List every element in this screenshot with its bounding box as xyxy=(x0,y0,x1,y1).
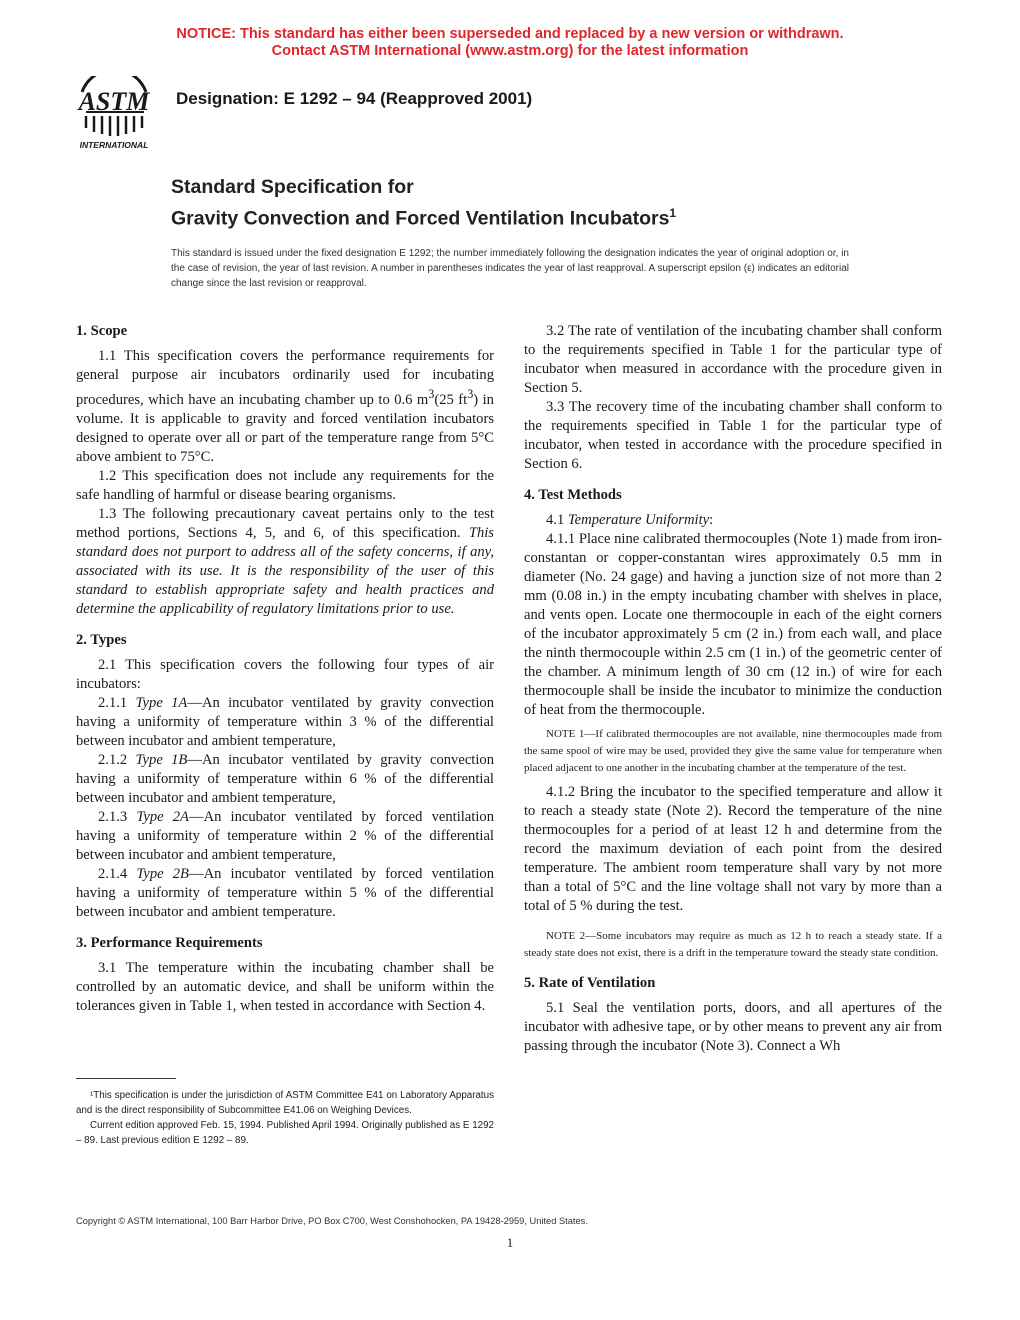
footnote-edition: Current edition approved Feb. 15, 1994. Published April 1994. Originally published as E 1292 – 89. Last previous edition E 1292 – 89. xyxy=(76,1120,494,1146)
note-2: NOTE 2—Some incubators may require as much as 12 h to reach a steady state. If a steady state does not exist, there is a drift in the temperature toward the steady state condition. xyxy=(524,930,942,959)
logo-caption: INTERNATIONAL xyxy=(79,140,149,150)
section-heading-ventilation: 5. Rate of Ventilation xyxy=(524,975,656,991)
paragraph-5-1: 5.1 Seal the ventilation ports, doors, and all apertures of the incubator with adhesive tape, or by other means to prevent any air from passing through the incubator (Note 3). Connect a Wh xyxy=(524,1000,942,1054)
paragraph-3-1: 3.1 The temperature within the incubating chamber shall be controlled by an automatic device, and shall be uniform within the tolerances given in Table 1, when tested in accordance with Section 4. xyxy=(76,959,494,1014)
paragraph-1-1: 1.1 This specification covers the performance requirements for general purpose air incubators ordinarily used for incubating procedures, which have an incubating chamber up to 0.6 $m^3(25$ $ft^3$) in volume. It is applicable to gravity and forced ventilation incubators designed to operate over all or part of the temperature range from 5°C above ambient to 75°C. xyxy=(76,348,494,465)
paragraph-3-2: 3.2 The rate of ventilation of the incubating chamber shall conform to the requirements specified in Table 1 for the particular type of incubator when measured in accordance with the procedure given in Section 5. xyxy=(524,323,942,396)
paragraph-2-1-2: 2.1.2 Type 1B—An incubator ventilated by gravity convection having a uniformity of temperature within 6 % of the differential between incubator and ambient temperature, xyxy=(76,751,494,806)
section-heading-performance: 3. Performance Requirements xyxy=(76,934,263,951)
notice-banner xyxy=(0,26,1020,60)
section-heading-scope: 1. Scope xyxy=(76,323,128,339)
footnote xyxy=(76,1088,494,1148)
paragraph-2-1-1: 2.1.1 Type 1A—An incubator ventilated by gravity convection having a uniformity of temperature within 3 % of the differential between incubator and ambient temperature, xyxy=(76,694,494,749)
page-number: 1 xyxy=(506,1235,514,1250)
footnote-divider xyxy=(76,1078,176,1079)
left-column xyxy=(76,322,494,1016)
notice-line-1: NOTICE: This standard has either been superseded and replaced by a new version or withdrawn. xyxy=(176,26,844,42)
footnote-jurisdiction: ¹This specification is under the jurisdiction of ASTM Committee E41 on Laboratory Apparatus and is the direct responsibility of Subcommittee E41.06 on Weighing Devices. xyxy=(76,1090,494,1116)
issuance-note: This standard is issued under the fixed designation E 1292; the number immediately following the designation indicates the year of original adoption or, in the case of revision, the year of last revision. A number in parentheses indicates the year of last reapproval. A superscript epsilon (ε) indicates an editorial change since the last revision or reapproval. xyxy=(171,248,849,289)
notice-line-2: Contact ASTM International (www.astm.org) for the latest information xyxy=(271,43,749,59)
right-column xyxy=(524,322,942,1056)
title-footnote-mark: 1 xyxy=(669,206,677,220)
paragraph-2-1-3: 2.1.3 Type 2A—An incubator ventilated by forced ventilation having a uniformity of temperature within 2 % of the differential between incubator and ambient temperature, xyxy=(76,808,494,863)
title-line-2: Gravity Convection and Forced Ventilation Incubators$^1$ xyxy=(171,206,677,230)
designation: Designation: E 1292 – 94 (Reapproved 2001) xyxy=(176,89,533,108)
paragraph-4-1-2: 4.1.2 Bring the incubator to the specified temperature and allow it to reach a steady state (Note 2). Record the temperature of the nine thermocouples for a period of at least 12 h and determine from the record the maximum deviation of each point from the desired temperature. The ambient room temperature shall vary by not more than a total of 5°C and the line voltage shall not vary by more than a total of 5 % during the test. xyxy=(524,784,942,914)
logo-letters: ASTM xyxy=(78,87,150,116)
paragraph-4-1: 4.1 Temperature Uniformity: xyxy=(546,512,714,528)
paragraph-2-1-4: 2.1.4 Type 2B—An incubator ventilated by forced ventilation having a uniformity of temperature within 5 % of the differential between incubator and ambient temperature. xyxy=(76,865,494,920)
paragraph-1-3: 1.3 The following precautionary caveat pertains only to the test method portions, Sections 4, 5, and 6, of this specification. This standard does not purport to address all of the safety concerns, if any, associated with its use. It is the responsibility of the user of this standard to establish appropriate safety and health practices and determine the applicability of regulatory limitations prior to use. xyxy=(76,505,494,617)
section-heading-test-methods: 4. Test Methods xyxy=(524,487,622,503)
copyright-line: Copyright © ASTM International, 100 Barr Harbor Drive, PO Box C700, West Conshohocken, PA 19428-2959, United States. xyxy=(76,1216,588,1226)
astm-logo-icon xyxy=(64,76,164,152)
paragraph-2-1: 2.1 This specification covers the following four types of air incubators: xyxy=(76,656,494,692)
paragraph-1-2: 1.2 This specification does not include any requirements for the safe handling of harmful or disease bearing organisms. xyxy=(76,467,494,503)
note-1: NOTE 1—If calibrated thermocouples are not available, nine thermocouples made from the same spool of wire may be used, provided they give the same value for temperature when placed adjacent to one another in the incubating chamber at the temperature of the test. xyxy=(524,728,942,774)
paragraph-4-1-1: 4.1.1 Place nine calibrated thermocouples (Note 1) made from iron-constantan or copper-constantan wires approximately 0.5 mm in diameter (No. 24 gage) and having a junction size of not more than 2 mm (0.08 in.) in the empty incubating chamber with shelves in place, and vents open. Locate one thermocouple in each of the eight corners of the incubator approximately 5 cm (2 in.) from each wall, and place the ninth thermocouple within 2.5 cm (1 in.) of the geometric center of the chamber. A minimum length of 30 cm (12 in.) of wire for each thermocouple shall be inside the incubator to minimize the conduction of heat from the thermocouple. xyxy=(524,531,942,718)
title-line-1: Standard Specification for xyxy=(171,176,414,198)
section-heading-types: 2. Types xyxy=(76,631,127,648)
paragraph-3-3: 3.3 The recovery time of the incubating chamber shall conform to the requirements specified in Table 1 for the particular type of incubator, when tested in accordance with the procedure specified in Section 6. xyxy=(524,399,942,472)
document-title xyxy=(171,174,676,232)
